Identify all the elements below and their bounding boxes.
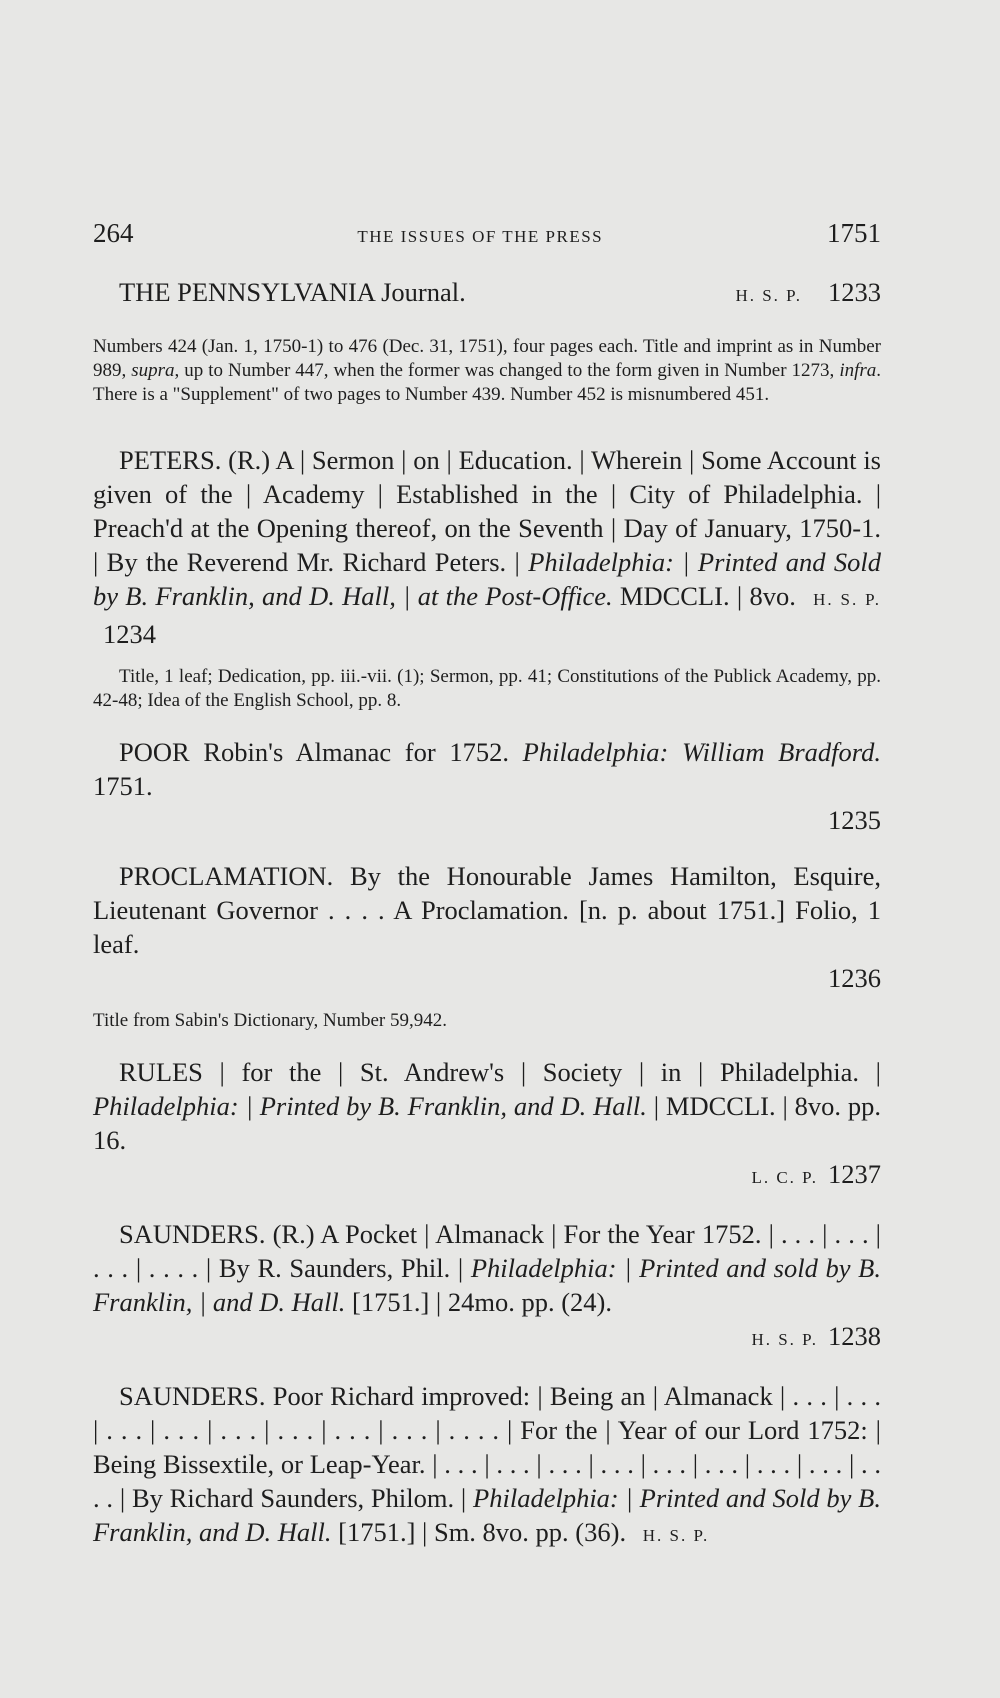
location-code: H. S. P. bbox=[751, 1330, 818, 1349]
entry-number-line bbox=[93, 1157, 881, 1195]
entry-imprint: Philadelphia: William Bradford. bbox=[522, 737, 881, 767]
entry-imprint: Philadelphia: | Printed and Sold by B. Franklin, and D. Hall. bbox=[93, 1483, 881, 1547]
entry-note-1236: Title from Sabin's Dictionary, Number 59,942. bbox=[93, 1010, 448, 1031]
entry-number: 1234 bbox=[103, 619, 156, 649]
entry-saunders-poor-richard bbox=[93, 1379, 881, 1553]
entry-number: 1233 bbox=[828, 277, 881, 307]
entry-text: 1751. bbox=[93, 771, 153, 801]
entry-number: 1237 bbox=[828, 1159, 881, 1189]
entry-text: MDCCLI. | 8vo. bbox=[612, 581, 796, 611]
location-code: H. S. P. bbox=[735, 286, 802, 305]
entry-note-1234: Title, 1 leaf; Dedication, pp. iii.-vii. (1); Sermon, pp. 41; Constitutions of the Publick Academy, pp. 42-48; Idea of the English School, pp. 8. bbox=[93, 666, 881, 711]
note-text: Numbers 424 (Jan. 1, 1750-1) to 476 (Dec. 31, 1751), four pages each. Title and imprint as in Number 989, bbox=[93, 336, 881, 381]
entry-text: Poor Richard improved: | Being an | Almanack | . . . | . . . | . . . | . . . | . . . | . . . | . . . | . . . | . . . . | For the | Year of our Lord 1752: | Being Bissextile, or Leap-Year. | . . . | . . . | . . . | . . . | . . . | . . . | . . . | . . . | . . . . | By Richard Saunders, Philom. | bbox=[93, 1381, 881, 1513]
entry-text: By the Honourable James Hamilton, Esquire, Lieutenant Governor . . . . A Proclamation. [n. p. about 1751.] Folio, 1 leaf. bbox=[93, 861, 881, 959]
entry-1234 bbox=[93, 443, 881, 651]
entry-lead: PROCLAMATION. bbox=[119, 861, 334, 891]
entry-number: 1238 bbox=[828, 1321, 881, 1351]
entry-imprint: Philadelphia: | Printed and Sold by B. Franklin, and D. Hall, | at the Post-Office. bbox=[93, 547, 881, 611]
entry-text: Robin's Almanac for 1752. bbox=[189, 737, 523, 767]
entry-heading-line bbox=[93, 275, 881, 313]
entry-1236 bbox=[93, 859, 881, 961]
page-body bbox=[93, 275, 881, 1553]
entry-number: 1236 bbox=[828, 963, 881, 993]
entry-1233 bbox=[93, 275, 881, 313]
location-code: L. C. P. bbox=[751, 1168, 818, 1187]
entry-1237 bbox=[93, 1055, 881, 1157]
entry-number-line bbox=[93, 1319, 881, 1357]
running-year: 1751 bbox=[826, 218, 881, 248]
entry-1235 bbox=[93, 735, 881, 803]
entry-title: THE PENNSYLVANIA Journal. bbox=[119, 277, 466, 307]
running-head bbox=[93, 218, 881, 249]
note-italic: supra bbox=[131, 360, 175, 381]
location-code: H. S. P. bbox=[813, 590, 881, 609]
entry-text: [1751.] | 24mo. pp. (24). bbox=[345, 1287, 612, 1317]
entry-number-line bbox=[93, 961, 881, 995]
entry-number: 1235 bbox=[828, 805, 881, 835]
entry-1238 bbox=[93, 1217, 881, 1319]
entry-imprint: Philadelphia: | Printed by B. Franklin, and D. Hall. bbox=[93, 1091, 647, 1121]
entry-text: [1751.] | Sm. 8vo. pp. (36). bbox=[331, 1517, 627, 1547]
entry-text: A | Sermon | on | Education. | Wherein | Some Account is given of the | Academy | Established in the | City of Philadelphia. | Preach'd at the Opening thereof, on the Seventh | Day of January, 1750-1. | By the Reverend Mr. Richard Peters. | bbox=[93, 445, 881, 577]
entry-lead: SAUNDERS. bbox=[119, 1381, 266, 1411]
note-text: . There is a "Supplement" of two pages to Number 439. Number 452 is misnumbered 451. bbox=[93, 360, 882, 405]
entry-lead: SAUNDERS. (R.) bbox=[119, 1219, 315, 1249]
location-code: H. S. P. bbox=[642, 1526, 710, 1545]
note-italic: infra bbox=[839, 360, 877, 381]
entry-lead: POOR bbox=[119, 737, 190, 767]
entry-text: | MDCCLI. | 8vo. pp. 16. bbox=[93, 1091, 881, 1155]
running-title: THE ISSUES OF THE PRESS bbox=[357, 227, 604, 246]
entry-lead: RULES bbox=[119, 1057, 203, 1087]
entry-lead: PETERS. (R.) bbox=[119, 445, 271, 475]
entry-number-line bbox=[93, 803, 881, 837]
note-text: , up to Number 447, when the former was changed to the form given in Number 1273, bbox=[174, 360, 840, 381]
page-number: 264 bbox=[93, 218, 134, 248]
entry-text: A Pocket | Almanack | For the Year 1752. | . . . | . . . | . . . | . . . . | By R. Saunders, Phil. | bbox=[93, 1219, 881, 1283]
entry-text: | for the | St. Andrew's | Society | in | Philadelphia. | bbox=[202, 1057, 881, 1087]
entry-imprint: Philadelphia: | Printed and sold by B. Franklin, | and D. Hall. bbox=[93, 1253, 881, 1317]
entry-note-1233 bbox=[93, 335, 881, 407]
